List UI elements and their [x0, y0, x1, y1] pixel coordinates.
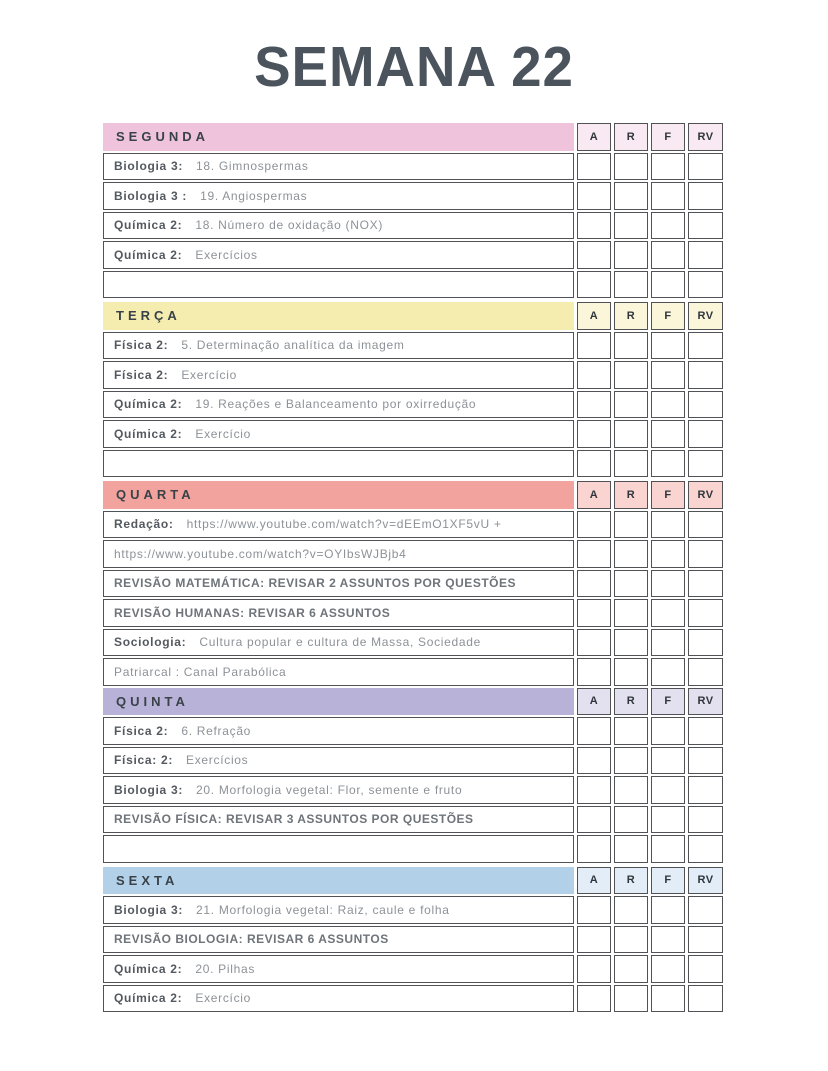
check-cell-rv[interactable] [688, 450, 723, 478]
task-subject: Física 2: [114, 723, 169, 738]
task-row [103, 926, 723, 954]
task-box [103, 658, 574, 686]
check-cell-r[interactable] [614, 658, 648, 686]
check-cell-f[interactable] [651, 955, 685, 983]
empty-row [103, 450, 723, 478]
task-box [103, 806, 574, 834]
task-description: 18. Número de oxidação (NOX) [195, 218, 384, 233]
task-row [103, 182, 723, 210]
column-header-label: A [589, 874, 599, 887]
check-cell-r[interactable] [614, 420, 648, 448]
column-header-label: F [664, 695, 672, 708]
task-row [103, 717, 723, 745]
check-cell-r[interactable] [614, 212, 648, 240]
check-cell-r[interactable] [614, 361, 648, 389]
check-cell-rv[interactable] [688, 599, 723, 627]
task-description: Patriarcal : Canal Parabólica [114, 664, 287, 679]
check-cell-rv[interactable] [688, 182, 723, 210]
check-cell-f[interactable] [651, 361, 685, 389]
check-cell-r[interactable] [614, 153, 648, 181]
task-box [103, 629, 574, 657]
check-cell-r[interactable] [614, 599, 648, 627]
check-cell-a[interactable] [577, 599, 611, 627]
task-description: Exercícios [186, 753, 249, 768]
check-cell-r[interactable] [614, 835, 648, 863]
task-description: 20. Morfologia vegetal: Flor, semente e fruto [196, 782, 463, 797]
check-cell-r[interactable] [614, 717, 648, 745]
task-description: 18. Gimnospermas [196, 159, 309, 174]
check-cell-r[interactable] [614, 570, 648, 598]
task-row [103, 332, 723, 360]
column-header-label: F [664, 309, 672, 322]
check-cell-rv[interactable] [688, 658, 723, 686]
day-header-band [103, 688, 574, 716]
task-box [103, 926, 574, 954]
day-header-row-quarta [103, 481, 723, 509]
task-subject: Física 2: [114, 367, 169, 382]
check-cell-r[interactable] [614, 241, 648, 269]
task-box [103, 570, 574, 598]
task-description: Exercícios [195, 247, 258, 262]
check-cell-f[interactable] [651, 153, 685, 181]
check-cell-rv[interactable] [688, 955, 723, 983]
check-cell-rv[interactable] [688, 629, 723, 657]
task-description: 20. Pilhas [195, 961, 256, 976]
task-subject: Biologia 3 : [114, 188, 188, 203]
column-header-label: R [626, 309, 636, 322]
task-description: 5. Determinação analítica da imagem [181, 338, 405, 353]
check-cell-f[interactable] [651, 835, 685, 863]
check-cell-r[interactable] [614, 629, 648, 657]
column-header-label: RV [697, 130, 714, 143]
check-cell-a[interactable] [577, 985, 611, 1013]
task-box [103, 391, 574, 419]
check-cell-r[interactable] [614, 896, 648, 924]
check-cell-rv[interactable] [688, 420, 723, 448]
check-cell-rv[interactable] [688, 985, 723, 1013]
check-cell-f[interactable] [651, 776, 685, 804]
task-row [103, 747, 723, 775]
column-header-cell-f [651, 867, 685, 895]
check-cell-rv[interactable] [688, 391, 723, 419]
task-row [103, 806, 723, 834]
task-box [103, 153, 574, 181]
check-cell-rv[interactable] [688, 271, 723, 299]
check-cell-a[interactable] [577, 361, 611, 389]
check-cell-f[interactable] [651, 658, 685, 686]
task-box [103, 717, 574, 745]
column-header-cell-rv [688, 867, 723, 895]
check-cell-f[interactable] [651, 985, 685, 1013]
task-row [103, 391, 723, 419]
column-header-cell-r [614, 481, 648, 509]
column-header-cell-a [577, 688, 611, 716]
task-row [103, 629, 723, 657]
check-cell-rv[interactable] [688, 540, 723, 568]
column-header-label: A [589, 488, 599, 501]
day-header-band [103, 481, 574, 509]
check-cell-f[interactable] [651, 540, 685, 568]
day-label: QUARTA [116, 487, 195, 503]
check-cell-f[interactable] [651, 747, 685, 775]
task-row [103, 658, 723, 686]
column-header-label: R [626, 874, 636, 887]
check-cell-rv[interactable] [688, 212, 723, 240]
revision-task-text: REVISÃO BIOLOGIA: REVISAR 6 ASSUNTOS [114, 932, 389, 947]
check-cell-r[interactable] [614, 182, 648, 210]
task-box [103, 955, 574, 983]
empty-row [103, 835, 723, 863]
column-header-cell-f [651, 688, 685, 716]
check-cell-rv[interactable] [688, 717, 723, 745]
check-cell-r[interactable] [614, 511, 648, 539]
check-cell-f[interactable] [651, 241, 685, 269]
task-box [103, 361, 574, 389]
check-cell-r[interactable] [614, 271, 648, 299]
column-header-label: RV [697, 874, 714, 887]
task-subject: Química 2: [114, 991, 183, 1006]
check-cell-f[interactable] [651, 570, 685, 598]
column-header-label: A [589, 695, 599, 708]
task-description: Exercício [181, 367, 237, 382]
check-cell-a[interactable] [577, 776, 611, 804]
check-cell-a[interactable] [577, 511, 611, 539]
check-cell-f[interactable] [651, 450, 685, 478]
task-row [103, 361, 723, 389]
task-row [103, 985, 723, 1013]
column-header-label: R [626, 488, 636, 501]
revision-task-text: REVISÃO FÍSICA: REVISAR 3 ASSUNTOS POR QUESTÕES [114, 812, 474, 827]
day-label: TERÇA [116, 308, 181, 324]
check-cell-rv[interactable] [688, 332, 723, 360]
check-cell-r[interactable] [614, 926, 648, 954]
check-cell-a[interactable] [577, 241, 611, 269]
check-cell-r[interactable] [614, 450, 648, 478]
check-cell-a[interactable] [577, 420, 611, 448]
check-cell-r[interactable] [614, 955, 648, 983]
column-header-label: RV [697, 488, 714, 501]
task-subject: Biologia 3: [114, 159, 184, 174]
task-row [103, 153, 723, 181]
check-cell-rv[interactable] [688, 835, 723, 863]
check-cell-a[interactable] [577, 271, 611, 299]
column-header-cell-a [577, 481, 611, 509]
check-cell-f[interactable] [651, 926, 685, 954]
task-row [103, 420, 723, 448]
task-description: https://www.youtube.com/watch?v=dEEmO1XF5vU + [186, 517, 502, 532]
check-cell-a[interactable] [577, 450, 611, 478]
task-description: https://www.youtube.com/watch?v=OYIbsWJBjb4 [114, 546, 407, 561]
task-box [103, 212, 574, 240]
check-cell-a[interactable] [577, 926, 611, 954]
column-header-cell-a [577, 867, 611, 895]
day-label: SEXTA [116, 872, 179, 888]
column-header-label: F [664, 488, 672, 501]
task-description: Cultura popular e cultura de Massa, Sociedade [199, 635, 482, 650]
check-cell-f[interactable] [651, 511, 685, 539]
task-subject: Química 2: [114, 218, 183, 233]
empty-row [103, 271, 723, 299]
task-description: Exercício [195, 426, 252, 441]
task-box [103, 776, 574, 804]
task-box [103, 450, 574, 478]
day-header-row-sexta [103, 867, 723, 895]
column-header-cell-r [614, 123, 648, 151]
check-cell-rv[interactable] [688, 747, 723, 775]
check-cell-rv[interactable] [688, 896, 723, 924]
check-cell-a[interactable] [577, 747, 611, 775]
check-cell-rv[interactable] [688, 570, 723, 598]
task-row [103, 212, 723, 240]
check-cell-a[interactable] [577, 717, 611, 745]
check-cell-a[interactable] [577, 332, 611, 360]
check-cell-f[interactable] [651, 271, 685, 299]
check-cell-f[interactable] [651, 806, 685, 834]
day-header-band [103, 123, 574, 151]
check-cell-f[interactable] [651, 332, 685, 360]
check-cell-a[interactable] [577, 212, 611, 240]
check-cell-f[interactable] [651, 391, 685, 419]
column-header-label: F [664, 130, 672, 143]
task-box [103, 511, 574, 539]
check-cell-a[interactable] [577, 570, 611, 598]
task-subject: Física: 2: [114, 753, 174, 768]
check-cell-f[interactable] [651, 629, 685, 657]
check-cell-r[interactable] [614, 747, 648, 775]
check-cell-rv[interactable] [688, 776, 723, 804]
revision-task-text: REVISÃO MATEMÁTICA: REVISAR 2 ASSUNTOS POR QUESTÕES [114, 576, 516, 591]
check-cell-f[interactable] [651, 717, 685, 745]
check-cell-rv[interactable] [688, 241, 723, 269]
check-cell-f[interactable] [651, 599, 685, 627]
check-cell-rv[interactable] [688, 806, 723, 834]
task-subject: Química 2: [114, 397, 183, 412]
task-box [103, 241, 574, 269]
check-cell-r[interactable] [614, 985, 648, 1013]
check-cell-a[interactable] [577, 629, 611, 657]
day-header-row-quinta [103, 688, 723, 716]
check-cell-rv[interactable] [688, 361, 723, 389]
task-row [103, 776, 723, 804]
check-cell-f[interactable] [651, 896, 685, 924]
column-header-label: A [589, 130, 599, 143]
column-header-label: R [626, 130, 636, 143]
column-header-cell-rv [688, 123, 723, 151]
column-header-cell-r [614, 688, 648, 716]
check-cell-a[interactable] [577, 658, 611, 686]
task-row [103, 511, 723, 539]
check-cell-a[interactable] [577, 896, 611, 924]
check-cell-r[interactable] [614, 806, 648, 834]
check-cell-r[interactable] [614, 391, 648, 419]
task-box [103, 896, 574, 924]
day-header-row-segunda [103, 123, 723, 151]
column-header-cell-a [577, 123, 611, 151]
task-box [103, 420, 574, 448]
column-header-cell-rv [688, 481, 723, 509]
column-header-cell-rv [688, 302, 723, 330]
task-row [103, 955, 723, 983]
column-header-label: R [626, 695, 636, 708]
task-subject: Química 2: [114, 961, 183, 976]
column-header-cell-a [577, 302, 611, 330]
task-subject: Química 2: [114, 426, 183, 441]
task-row [103, 540, 723, 568]
day-label: QUINTA [116, 693, 189, 709]
column-header-cell-rv [688, 688, 723, 716]
check-cell-rv[interactable] [688, 511, 723, 539]
check-cell-rv[interactable] [688, 926, 723, 954]
check-cell-a[interactable] [577, 835, 611, 863]
task-box [103, 599, 574, 627]
column-header-label: F [664, 874, 672, 887]
task-subject: Sociologia: [114, 635, 187, 650]
check-cell-a[interactable] [577, 153, 611, 181]
task-subject: Química 2: [114, 247, 183, 262]
column-header-label: A [589, 309, 599, 322]
task-subject: Física 2: [114, 338, 169, 353]
column-header-cell-f [651, 302, 685, 330]
check-cell-a[interactable] [577, 955, 611, 983]
task-description: 19. Reações e Balanceamento por oxirredução [195, 397, 477, 412]
column-header-cell-r [614, 302, 648, 330]
check-cell-a[interactable] [577, 391, 611, 419]
check-cell-a[interactable] [577, 540, 611, 568]
check-cell-r[interactable] [614, 540, 648, 568]
task-box [103, 540, 574, 568]
column-header-cell-r [614, 867, 648, 895]
check-cell-f[interactable] [651, 420, 685, 448]
column-header-label: RV [697, 695, 714, 708]
task-description: 19. Angiospermas [200, 188, 308, 203]
task-description: 6. Refração [181, 723, 252, 738]
check-cell-r[interactable] [614, 776, 648, 804]
day-header-band [103, 867, 574, 895]
task-box [103, 747, 574, 775]
task-description: Exercício [195, 991, 252, 1006]
day-header-row-terça [103, 302, 723, 330]
task-row [103, 599, 723, 627]
check-cell-a[interactable] [577, 182, 611, 210]
check-cell-a[interactable] [577, 806, 611, 834]
task-box [103, 271, 574, 299]
revision-task-text: REVISÃO HUMANAS: REVISAR 6 ASSUNTOS [114, 605, 391, 620]
day-label: SEGUNDA [116, 129, 210, 145]
weekly-schedule-table [103, 123, 723, 1014]
check-cell-rv[interactable] [688, 153, 723, 181]
task-subject: Biologia 3: [114, 902, 184, 917]
task-subject: Biologia 3: [114, 782, 184, 797]
day-header-band [103, 302, 574, 330]
check-cell-f[interactable] [651, 182, 685, 210]
task-box [103, 985, 574, 1013]
task-box [103, 332, 574, 360]
task-row [103, 570, 723, 598]
column-header-cell-f [651, 481, 685, 509]
task-row [103, 896, 723, 924]
task-description: 21. Morfologia vegetal: Raiz, caule e folha [196, 902, 450, 917]
task-box [103, 835, 574, 863]
task-row [103, 241, 723, 269]
check-cell-r[interactable] [614, 332, 648, 360]
column-header-cell-f [651, 123, 685, 151]
page-title: SEMANA 22 [254, 35, 574, 99]
task-subject: Redação: [114, 517, 174, 532]
task-box [103, 182, 574, 210]
column-header-label: RV [697, 309, 714, 322]
check-cell-f[interactable] [651, 212, 685, 240]
